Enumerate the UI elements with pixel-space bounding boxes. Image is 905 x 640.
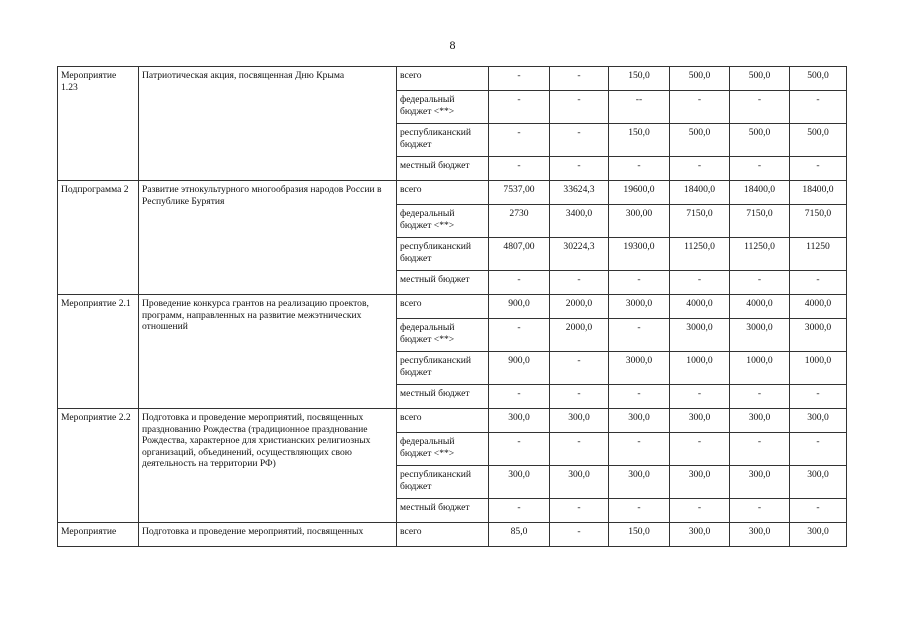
amount-cell: - bbox=[550, 91, 609, 124]
funding-source-cell: федеральный бюджет <**> bbox=[397, 433, 489, 466]
amount-cell: 11250,0 bbox=[670, 238, 730, 271]
amount-cell: 300,0 bbox=[489, 409, 550, 433]
table-row bbox=[58, 67, 847, 91]
program-code-cell: Мероприятие bbox=[58, 523, 139, 547]
amount-cell: 300,0 bbox=[790, 466, 847, 499]
amount-cell: - bbox=[550, 157, 609, 181]
amount-cell: 300,0 bbox=[550, 466, 609, 499]
amount-cell: 300,0 bbox=[670, 409, 730, 433]
amount-cell: 7150,0 bbox=[730, 205, 790, 238]
amount-cell: 2730 bbox=[489, 205, 550, 238]
funding-source-cell: местный бюджет bbox=[397, 271, 489, 295]
amount-cell: - bbox=[609, 271, 670, 295]
amount-cell: - bbox=[489, 499, 550, 523]
program-code-cell: Мероприятие 1.23 bbox=[58, 67, 139, 181]
program-code-cell: Мероприятие 2.1 bbox=[58, 295, 139, 409]
amount-cell: - bbox=[670, 433, 730, 466]
funding-source-cell: местный бюджет bbox=[397, 499, 489, 523]
amount-cell: -- bbox=[609, 91, 670, 124]
amount-cell: 300,0 bbox=[670, 523, 730, 547]
funding-source-cell: местный бюджет bbox=[397, 157, 489, 181]
amount-cell: - bbox=[730, 499, 790, 523]
amount-cell: - bbox=[550, 271, 609, 295]
amount-cell: - bbox=[670, 271, 730, 295]
program-name-cell: Подготовка и проведение мероприятий, посвященных bbox=[139, 523, 397, 547]
table-row bbox=[58, 181, 847, 205]
amount-cell: - bbox=[550, 523, 609, 547]
amount-cell: - bbox=[489, 91, 550, 124]
amount-cell: - bbox=[489, 385, 550, 409]
amount-cell: - bbox=[489, 157, 550, 181]
amount-cell: 300,0 bbox=[730, 466, 790, 499]
amount-cell: - bbox=[730, 91, 790, 124]
program-name-cell: Проведение конкурса грантов на реализацию проектов, программ, направленных на развитие межэтнических отношений bbox=[139, 295, 397, 409]
amount-cell: 300,0 bbox=[609, 466, 670, 499]
amount-cell: - bbox=[550, 385, 609, 409]
amount-cell: 500,0 bbox=[790, 124, 847, 157]
amount-cell: 2000,0 bbox=[550, 295, 609, 319]
amount-cell: - bbox=[550, 499, 609, 523]
amount-cell: 11250 bbox=[790, 238, 847, 271]
amount-cell: - bbox=[790, 271, 847, 295]
amount-cell: 500,0 bbox=[730, 124, 790, 157]
amount-cell: 300,0 bbox=[489, 466, 550, 499]
amount-cell: - bbox=[730, 433, 790, 466]
amount-cell: 19300,0 bbox=[609, 238, 670, 271]
amount-cell: 4000,0 bbox=[790, 295, 847, 319]
amount-cell: 500,0 bbox=[730, 67, 790, 91]
amount-cell: - bbox=[730, 157, 790, 181]
funding-source-cell: всего bbox=[397, 523, 489, 547]
amount-cell: 300,0 bbox=[730, 523, 790, 547]
amount-cell: - bbox=[489, 124, 550, 157]
table-row bbox=[58, 409, 847, 433]
page-number: 8 bbox=[449, 38, 456, 52]
amount-cell: 150,0 bbox=[609, 124, 670, 157]
amount-cell: - bbox=[670, 91, 730, 124]
amount-cell: 1000,0 bbox=[790, 352, 847, 385]
amount-cell: 3000,0 bbox=[790, 319, 847, 352]
amount-cell: - bbox=[609, 499, 670, 523]
amount-cell: - bbox=[790, 91, 847, 124]
program-code-cell: Мероприятие 2.2 bbox=[58, 409, 139, 523]
amount-cell: 7150,0 bbox=[670, 205, 730, 238]
amount-cell: - bbox=[790, 433, 847, 466]
program-name-cell: Развитие этнокультурного многообразия народов России в Республике Бурятия bbox=[139, 181, 397, 295]
amount-cell: 4000,0 bbox=[730, 295, 790, 319]
funding-source-cell: республиканский бюджет bbox=[397, 238, 489, 271]
amount-cell: 3000,0 bbox=[609, 352, 670, 385]
amount-cell: - bbox=[609, 433, 670, 466]
amount-cell: 3000,0 bbox=[609, 295, 670, 319]
program-name-cell: Патриотическая акция, посвященная Дню Крыма bbox=[139, 67, 397, 181]
funding-source-cell: федеральный бюджет <**> bbox=[397, 319, 489, 352]
amount-cell: 7537,00 bbox=[489, 181, 550, 205]
amount-cell: - bbox=[489, 67, 550, 91]
amount-cell: - bbox=[670, 157, 730, 181]
program-name-cell: Подготовка и проведение мероприятий, посвященных празднованию Рождества (традиционное празднование Рождества, характерное для христианских религиозных организаций, объединений, осуществляющих свою деятельность на территории РФ) bbox=[139, 409, 397, 523]
funding-source-cell: республиканский бюджет bbox=[397, 124, 489, 157]
amount-cell: 7150,0 bbox=[790, 205, 847, 238]
amount-cell: 4000,0 bbox=[670, 295, 730, 319]
amount-cell: - bbox=[609, 157, 670, 181]
funding-source-cell: всего bbox=[397, 181, 489, 205]
amount-cell: 19600,0 bbox=[609, 181, 670, 205]
amount-cell: 300,0 bbox=[550, 409, 609, 433]
amount-cell: - bbox=[790, 157, 847, 181]
amount-cell: 18400,0 bbox=[730, 181, 790, 205]
funding-source-cell: федеральный бюджет <**> bbox=[397, 205, 489, 238]
budget-table bbox=[57, 66, 847, 547]
table-row bbox=[58, 295, 847, 319]
amount-cell: 300,0 bbox=[730, 409, 790, 433]
table-row bbox=[58, 523, 847, 547]
amount-cell: - bbox=[790, 499, 847, 523]
amount-cell: 18400,0 bbox=[670, 181, 730, 205]
amount-cell: - bbox=[489, 319, 550, 352]
amount-cell: - bbox=[730, 385, 790, 409]
amount-cell: 85,0 bbox=[489, 523, 550, 547]
amount-cell: 3000,0 bbox=[670, 319, 730, 352]
amount-cell: - bbox=[550, 124, 609, 157]
amount-cell: 150,0 bbox=[609, 523, 670, 547]
amount-cell: - bbox=[609, 319, 670, 352]
amount-cell: - bbox=[609, 385, 670, 409]
amount-cell: 300,0 bbox=[790, 523, 847, 547]
funding-source-cell: местный бюджет bbox=[397, 385, 489, 409]
amount-cell: 500,0 bbox=[670, 124, 730, 157]
funding-source-cell: федеральный бюджет <**> bbox=[397, 91, 489, 124]
amount-cell: 3000,0 bbox=[730, 319, 790, 352]
amount-cell: 4807,00 bbox=[489, 238, 550, 271]
amount-cell: 500,0 bbox=[670, 67, 730, 91]
amount-cell: 33624,3 bbox=[550, 181, 609, 205]
amount-cell: 150,0 bbox=[609, 67, 670, 91]
amount-cell: 2000,0 bbox=[550, 319, 609, 352]
amount-cell: - bbox=[670, 385, 730, 409]
amount-cell: 18400,0 bbox=[790, 181, 847, 205]
program-code-cell: Подпрограмма 2 bbox=[58, 181, 139, 295]
amount-cell: - bbox=[550, 433, 609, 466]
amount-cell: 300,0 bbox=[790, 409, 847, 433]
funding-source-cell: республиканский бюджет bbox=[397, 352, 489, 385]
amount-cell: 11250,0 bbox=[730, 238, 790, 271]
amount-cell: - bbox=[550, 352, 609, 385]
funding-source-cell: всего bbox=[397, 67, 489, 91]
amount-cell: 500,0 bbox=[790, 67, 847, 91]
amount-cell: 900,0 bbox=[489, 352, 550, 385]
amount-cell: - bbox=[670, 499, 730, 523]
amount-cell: 1000,0 bbox=[670, 352, 730, 385]
funding-source-cell: всего bbox=[397, 409, 489, 433]
amount-cell: 30224,3 bbox=[550, 238, 609, 271]
amount-cell: 900,0 bbox=[489, 295, 550, 319]
funding-source-cell: всего bbox=[397, 295, 489, 319]
budget-table-body bbox=[58, 67, 847, 547]
amount-cell: - bbox=[730, 271, 790, 295]
amount-cell: - bbox=[550, 67, 609, 91]
funding-source-cell: республиканский бюджет bbox=[397, 466, 489, 499]
amount-cell: 3400,0 bbox=[550, 205, 609, 238]
amount-cell: - bbox=[489, 271, 550, 295]
amount-cell: - bbox=[790, 385, 847, 409]
amount-cell: 300,00 bbox=[609, 205, 670, 238]
amount-cell: 300,0 bbox=[670, 466, 730, 499]
amount-cell: 300,0 bbox=[609, 409, 670, 433]
amount-cell: - bbox=[489, 433, 550, 466]
amount-cell: 1000,0 bbox=[730, 352, 790, 385]
